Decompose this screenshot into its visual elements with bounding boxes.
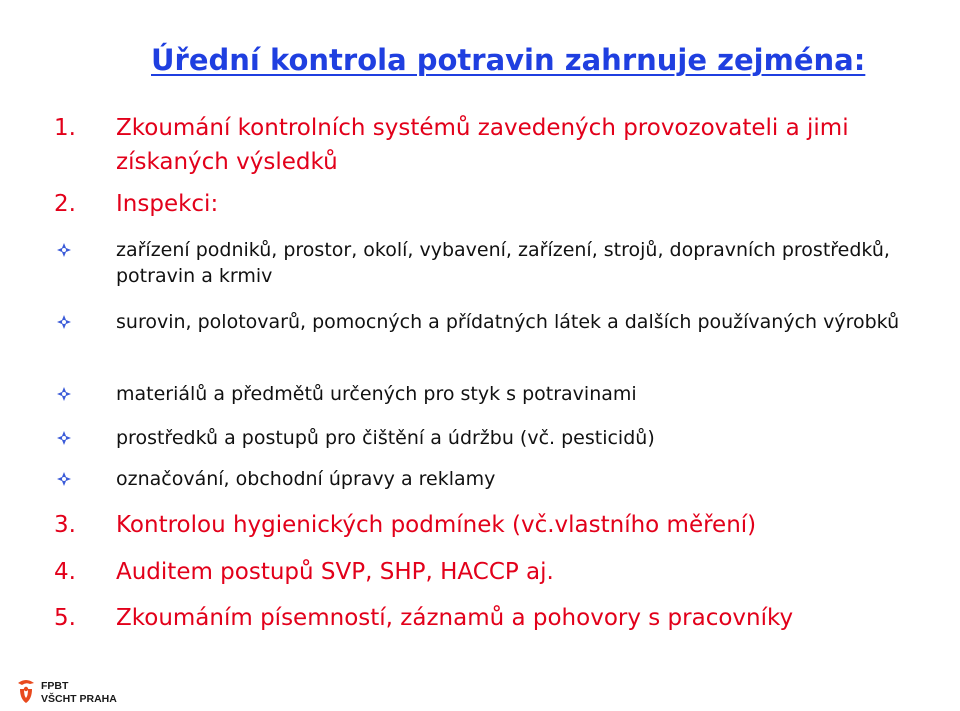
item-text: Zkoumání kontrolních systémů zavedených provozovateli a jimi získaných výsledků (116, 115, 849, 175)
numbered-item-2 (54, 187, 934, 221)
cross-diamond-icon (57, 315, 71, 329)
numbered-item-3 (54, 508, 934, 542)
bullet-text: materiálů a předmětů určených pro styk s potravinami (116, 383, 637, 405)
bullet-item-1 (116, 237, 906, 289)
cross-diamond-icon (57, 243, 71, 257)
logo-line-2: VŠCHT PRAHA (41, 693, 117, 705)
item-number: 2. (54, 191, 76, 217)
bullet-item-5 (116, 466, 906, 492)
item-text: Auditem postupů SVP, SHP, HACCP aj. (116, 559, 554, 585)
cross-diamond-icon (57, 387, 71, 401)
item-text: Zkoumáním písemností, záznamů a pohovory s pracovníky (116, 605, 794, 631)
numbered-item-5 (54, 601, 934, 635)
logo-line-1: FPBT (41, 680, 69, 692)
bullet-text: zařízení podniků, prostor, okolí, vybavení, zařízení, strojů, dopravních prostředků, potravin a krmiv (116, 239, 890, 287)
item-text: Kontrolou hygienických podmínek (vč.vlastního měření) (116, 512, 757, 538)
item-number: 4. (54, 559, 76, 585)
item-number: 3. (54, 512, 76, 538)
item-number: 1. (54, 115, 76, 141)
slide-title: Úřední kontrola potravin zahrnuje zejména: (151, 43, 866, 77)
item-text: Inspekci: (116, 191, 219, 217)
cross-diamond-icon (57, 431, 71, 445)
bullet-text: surovin, polotovarů, pomocných a přídatných látek a dalších používaných výrobků (116, 311, 900, 333)
numbered-item-1 (54, 111, 934, 179)
numbered-item-4 (54, 555, 934, 589)
cross-diamond-icon (57, 472, 71, 486)
bullet-text: označování, obchodní úpravy a reklamy (116, 468, 496, 490)
fpbt-logo-mark-icon (14, 677, 38, 707)
bullet-item-2 (116, 309, 906, 335)
bullet-item-4 (116, 425, 906, 451)
bullet-item-3 (116, 381, 906, 407)
bullet-text: prostředků a postupů pro čištění a údržbu (vč. pesticidů) (116, 427, 655, 449)
item-number: 5. (54, 605, 76, 631)
